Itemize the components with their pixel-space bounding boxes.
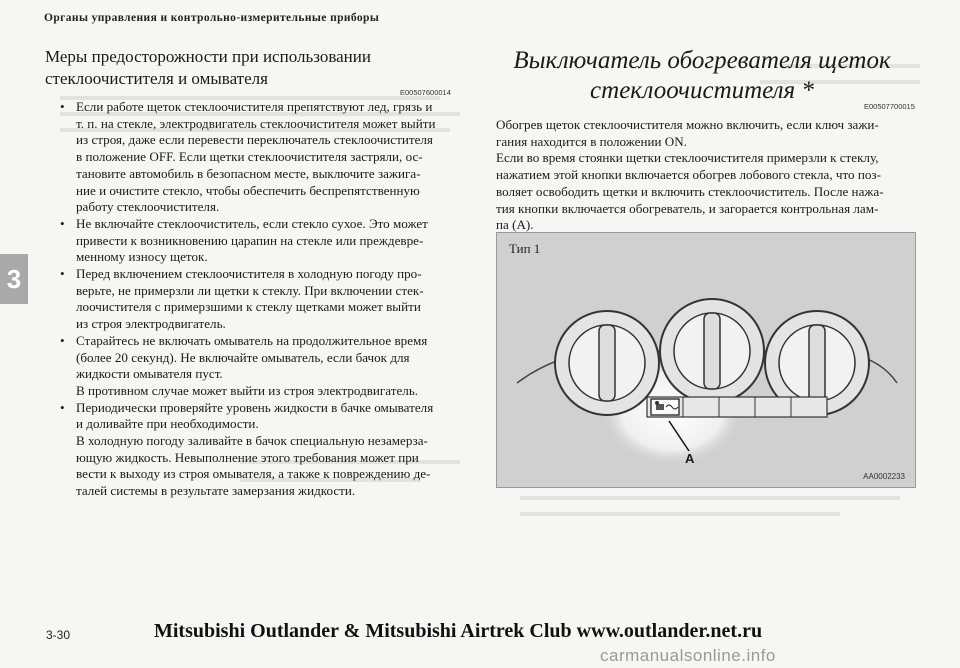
figure-type-label: Тип 1 — [509, 241, 541, 256]
right-section-code: E00507700015 — [864, 102, 915, 111]
line: тановите автомобиль в безопасном месте, выключите зажига- — [76, 165, 421, 181]
left-section-title — [45, 46, 475, 90]
line: Если во время стоянки щетки стеклоочистителя примерзли к стеклу, — [496, 150, 879, 166]
line: менному износу щеток. — [76, 249, 208, 265]
line: Обогрев щеток стеклоочистителя можно включить, если ключ зажи- — [496, 117, 879, 132]
climate-panel-drawing — [497, 233, 916, 488]
footer-club-text: Mitsubishi Outlander & Mitsubishi Airtrek Club www.outlander.net.ru — [154, 620, 763, 642]
line: тия кнопки включается обогреватель, и загорается контрольная лам- — [496, 200, 879, 216]
left-knob — [555, 311, 659, 415]
indicator-lamp — [655, 401, 659, 405]
line: из строя электродвигатель. — [76, 316, 226, 332]
precaution-list — [48, 99, 468, 500]
line: воляет освободить щетки и включить стеклоочиститель. После нажа- — [496, 183, 884, 199]
line: жидкости омывателя пуст. — [76, 366, 223, 382]
line: лоочистителя с примерзшими к стеклу щетками может выйти — [76, 299, 421, 315]
line: т. п. на стекле, электродвигатель стеклоочистителя может выйти — [76, 115, 436, 131]
line: верьте, не примерзли ли щетки к стеклу. При включении стек- — [76, 282, 424, 298]
right-title-line1: Выключатель обогревателя щеток — [513, 47, 891, 74]
line: • Периодически проверяйте уровень жидкости в бачке омывателя — [76, 399, 434, 415]
precaution-item — [48, 99, 468, 216]
right-body-text — [496, 117, 916, 234]
left-title-line1: Меры предосторожности при использовании — [45, 47, 371, 66]
line: и доливайте при необходимости. — [76, 416, 259, 432]
page-number: 3-30 — [46, 628, 71, 642]
line: • Если работе щеток стеклоочистителя препятствуют лед, грязь и — [76, 99, 433, 114]
line: талей системы в результате замерзания жидкости. — [76, 483, 356, 499]
precaution-item — [48, 333, 468, 400]
line: • Не включайте стеклоочиститель, если стекло сухое. Это может — [76, 215, 428, 231]
line: • Перед включением стеклоочистителя в холодную погоду про- — [76, 266, 422, 282]
callout-a-label: A — [685, 451, 695, 466]
left-section-code: E00507600014 — [400, 88, 451, 97]
line: вести к выходу из строя омывателя, а также к повреждению де- — [76, 466, 431, 482]
figure-code: AA0002233 — [863, 472, 905, 481]
line: из строя, даже если перевести переключатель стеклоочистителя — [76, 132, 433, 148]
line: работу стеклоочистителя. — [76, 199, 220, 215]
line: (более 20 секунд). Не включайте омыватель, если бачок для — [76, 349, 410, 365]
paragraph — [496, 150, 916, 234]
line: нажатием этой кнопки включается обогрев лобового стекла, что поз- — [496, 167, 881, 183]
line: гания находится в положении ON. — [496, 133, 687, 149]
line: В противном случае может выйти из строя электродвигатель. — [76, 382, 419, 398]
running-header: Органы управления и контрольно-измерительные приборы — [44, 12, 380, 24]
line: • Старайтесь не включать омыватель на продолжительное время — [76, 332, 428, 348]
heater-switch-illustration — [496, 232, 916, 488]
wiper-deicer-switch — [651, 399, 679, 415]
right-title-line2: стеклоочистителя * — [590, 77, 814, 104]
line: привести к возникновению царапин на стекле или преждевре- — [76, 232, 424, 248]
site-watermark: carmanualsonline.info — [600, 646, 776, 665]
line: ющую жидкость. Невыполнение этого требования может при — [76, 449, 419, 465]
precaution-item — [48, 266, 468, 333]
precaution-item — [48, 216, 468, 266]
paragraph — [496, 117, 916, 150]
line: ние и очистите стекло, чтобы обеспечить беспрепятственную — [76, 182, 420, 198]
line: па (А). — [496, 217, 534, 233]
line: В холодную погоду заливайте в бачок специальную незамерза- — [76, 433, 428, 449]
chapter-tab: 3 — [0, 254, 28, 304]
center-knob — [660, 299, 764, 403]
line: в положение OFF. Если щетки стеклоочистителя застряли, ос- — [76, 149, 423, 165]
precaution-item — [48, 400, 468, 500]
left-title-line2: стеклоочистителя и омывателя — [45, 69, 268, 88]
right-section-title — [482, 46, 922, 106]
